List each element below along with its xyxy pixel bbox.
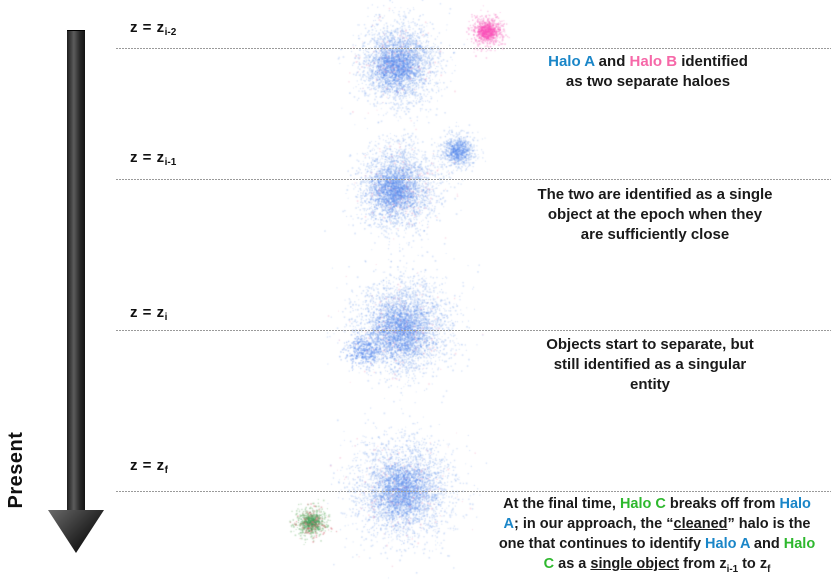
epoch-divider-line-3 — [116, 330, 831, 331]
annotation-text-segment: Objects start to separate, but — [546, 336, 754, 353]
annotation-text-segment: and — [749, 536, 784, 552]
annotation-text-segment: from z — [679, 556, 727, 572]
annotation-text-segment: as two separate haloes — [565, 73, 731, 90]
epoch-label-prefix: z = z — [130, 19, 165, 36]
epoch-label-zf — [130, 457, 168, 476]
annotation-text-segment: one that continues to identify — [498, 536, 706, 552]
annotation-start-to-separate — [500, 335, 800, 395]
annotation-text-segment: i-1 — [726, 563, 739, 575]
annotation-final-time-cleaned-halo — [483, 494, 831, 574]
epoch-label-prefix: z = z — [130, 149, 165, 166]
arrow-shaft — [67, 30, 85, 512]
epoch-label-zi — [130, 304, 167, 323]
epoch-label-prefix: z = z — [130, 457, 165, 474]
annotation-single-object — [505, 185, 805, 245]
annotation-text-segment: as a — [554, 556, 591, 572]
epoch-label-zi1 — [130, 149, 176, 168]
annotation-text-segment: The two are identified as a single — [537, 186, 773, 203]
epoch-label-subscript: i-2 — [164, 27, 177, 38]
halo-name-text: Halo B — [629, 53, 678, 70]
epoch-divider-line-1 — [116, 48, 831, 49]
annotation-text-segment: are sufficiently close — [580, 226, 730, 243]
annotation-text-segment: to z — [738, 556, 768, 572]
halo-name-text: Halo — [779, 496, 811, 512]
epoch-label-subscript: f — [164, 465, 168, 476]
annotation-text-segment: object at the epoch when they — [547, 206, 763, 223]
halo-name-text: Halo A — [705, 536, 750, 552]
annotation-text-segment: identified — [677, 53, 748, 70]
epoch-divider-line-2 — [116, 179, 831, 180]
epoch-label-subscript: i-1 — [164, 157, 177, 168]
annotation-text-segment: ” halo is the — [727, 516, 811, 532]
annotation-two-separate-haloes — [498, 52, 798, 92]
epoch-divider-line-4 — [116, 491, 831, 492]
halo-name-text: C — [543, 556, 555, 572]
halo-name-text: Halo — [783, 536, 816, 552]
annotation-text-segment: ; in our approach, the “ — [513, 516, 674, 532]
annotation-text-segment: still identified as a singular — [553, 356, 747, 373]
epoch-label-prefix: z = z — [130, 304, 165, 321]
epoch-label-zi2 — [130, 19, 176, 38]
annotation-text-segment: breaks off from — [665, 496, 780, 512]
epoch-label-subscript: i — [164, 312, 168, 323]
annotation-text-segment: single object — [590, 556, 680, 572]
annotation-text-segment: cleaned — [673, 516, 728, 532]
annotation-text-segment: entity — [629, 376, 670, 393]
halo-name-text: A — [503, 516, 514, 532]
halo-name-text: Halo A — [548, 53, 595, 70]
present-label: Present — [5, 431, 27, 509]
halo-name-text: Halo C — [619, 496, 666, 512]
annotation-text-segment: and — [594, 53, 630, 70]
annotation-text-segment: f — [767, 563, 771, 575]
annotation-text-segment: At the final time, — [503, 496, 620, 512]
